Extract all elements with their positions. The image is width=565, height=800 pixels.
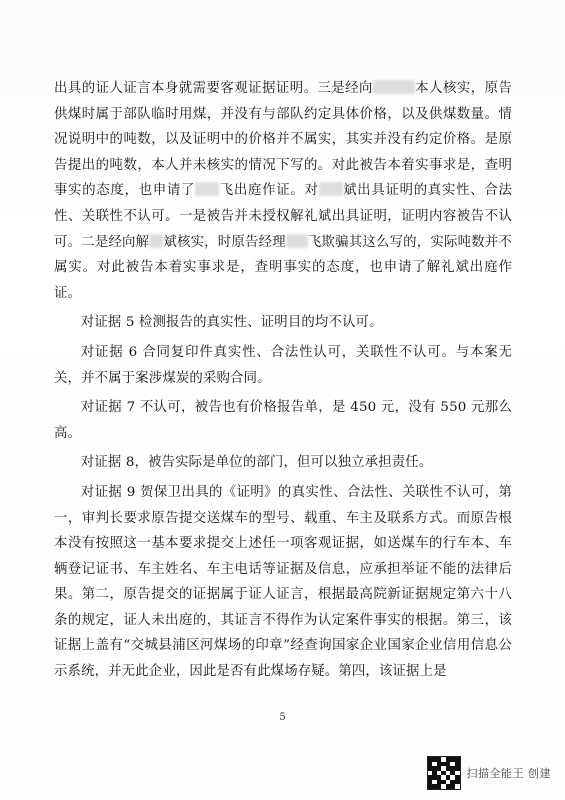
paragraph	[54, 340, 512, 391]
paragraph-text: 斌核实，时原告经理	[163, 234, 286, 250]
page-number: 5	[279, 712, 286, 723]
paragraph-text: 出具的证人证言本身就需要客观证据证明。三是经向	[54, 81, 373, 96]
qr-code-icon	[427, 756, 461, 790]
watermark-text	[467, 765, 552, 781]
paragraph-text: 斌出具证明的真实性、合法性、关联性不认可。一是被告并未授权解礼斌出具证明，证明内容被告不认可。二是经向解	[54, 183, 512, 250]
redacted-name	[149, 234, 163, 248]
paragraph	[54, 480, 512, 685]
watermark-created-label: 创建	[528, 767, 551, 780]
paragraph-text: 飞欺骗其这么写的，实际吨数并不属实。对此被告本着实事求是，查明事实的态度，也申请了解礼斌出庭作证。	[54, 234, 512, 301]
paragraph-text: 对证据 9 贺保卫出具的《证明》的真实性、合法性、关联性不认可，第一，审判长要求原告提交送煤车的型号、载重、车主及联系方式。而原告根本没有按照这一基本要求提交上述任一项客观证据，如送煤车的行车本、车辆登记证书、车主姓名、车主电话等证据及信息，应承担举证不能的法律后果。第二，原告提交的证据属于证人证言，根据最高院新证据规定第六十八条的规定，证人未出庭的，其证言不得作为认定案件事实的根据。第三，该证据上盖有“交城县浦区河煤场的印章”经查询国家企业国家企业信用信息公示系统，并无此企业，因此是否有此煤场存疑。第四，该证据上是	[54, 484, 512, 680]
document-body	[54, 76, 512, 689]
paragraph	[54, 76, 512, 306]
paragraph-text: 对证据 6 合同复印件真实性、合法性认可，关联性不认可。与本案无关，并不属于案涉煤炭的采购合同。	[54, 344, 512, 386]
redacted-name	[195, 182, 219, 196]
redacted-name	[286, 234, 308, 248]
paragraph-text: 对证据 8，被告实际是单位的部门，但可以独立承担责任。	[80, 455, 433, 471]
paragraph	[54, 310, 512, 336]
paragraph-text: 飞出庭作证。对	[219, 183, 319, 199]
redacted-name	[319, 182, 343, 196]
paragraph-text: 本人核实，原告供煤时属于部队临时用煤，并没有与部队约定具体价格，以及供煤数量。情况说明中的吨数，以及证明中的价格并不属实，其实并没有约定价格。是原告提出的吨数，本人并未核实的情况下写的。对此被告本着实事求是，查明事实的态度，也申请了	[54, 81, 512, 199]
watermark-app-name: 扫描全能王	[466, 767, 524, 780]
redacted-name	[373, 80, 415, 94]
scanner-watermark	[427, 756, 552, 790]
paragraph	[54, 395, 512, 446]
paragraph-text: 对证据 5 检测报告的真实性、证明目的均不认可。	[80, 315, 383, 331]
paragraph	[54, 450, 512, 476]
paragraph-text: 对证据 7 不认可，被告也有价格报告单，是 450 元，没有 550 元那么高。	[54, 400, 512, 441]
